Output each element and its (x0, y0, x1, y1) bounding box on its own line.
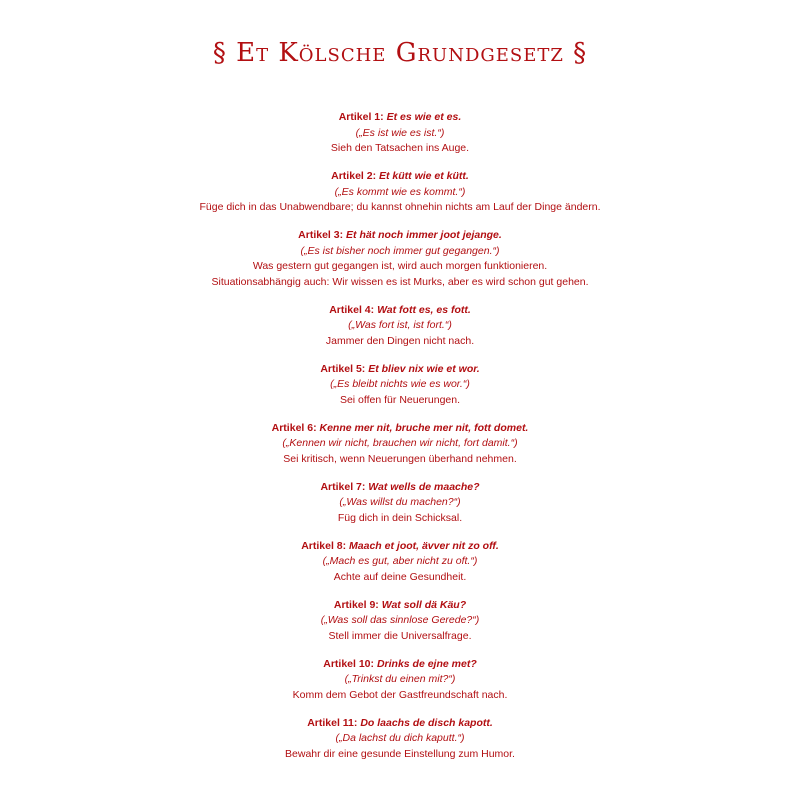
article-kolsch-saying: Wat wells de maache? (368, 480, 480, 493)
article-heading (0, 539, 800, 555)
article-meaning: Füg dich in dein Schicksal. (337, 511, 463, 524)
article-heading (0, 716, 800, 732)
article-meaning: Stell immer die Universalfrage. (328, 629, 472, 642)
article-translation: („Was fort ist, ist fort.“) (348, 319, 452, 331)
article-5 (0, 362, 800, 409)
article-meaning: Achte auf deine Gesundheit. (333, 570, 467, 583)
article-translation: („Mach es gut, aber nicht zu oft.“) (322, 555, 478, 567)
article-translation: („Trinkst du einen mit?“) (344, 673, 456, 685)
article-10 (0, 657, 800, 704)
article-list (0, 110, 800, 775)
article-kolsch-saying: Do laachs de disch kapott. (360, 716, 493, 729)
article-translation: („Es kommt wie es kommt.“) (334, 185, 466, 198)
article-7 (0, 480, 800, 527)
article-11 (0, 716, 800, 763)
article-4 (0, 303, 800, 350)
article-2 (0, 169, 800, 216)
article-translation: („Was willst du machen?“) (339, 496, 461, 508)
article-heading (0, 598, 800, 614)
article-kolsch-saying: Kenne mer nit, bruche mer nit, fott domet. (319, 421, 529, 434)
article-label: Artikel 9: (333, 598, 379, 611)
article-meaning: Sei offen für Neuerungen. (339, 393, 461, 406)
article-kolsch-saying: Drinks de ejne met? (376, 657, 477, 670)
article-label: Artikel 10: (323, 657, 375, 670)
article-heading (0, 657, 800, 673)
article-meaning: Sieh den Tatsachen ins Auge. (330, 142, 470, 154)
article-translation: („Da lachst du dich kaputt.“) (335, 732, 465, 744)
article-3 (0, 228, 800, 290)
article-kolsch-saying: Wat soll dä Käu? (381, 598, 467, 611)
article-label: Artikel 3: (298, 229, 344, 241)
article-translation: („Es ist bisher noch immer gut gegangen.“) (300, 244, 500, 257)
article-label: Artikel 2: (331, 170, 377, 182)
article-meaning: Jammer den Dingen nicht nach. (325, 334, 475, 347)
article-meaning: Komm dem Gebot der Gastfreundschaft nach. (292, 688, 508, 701)
article-heading (0, 421, 800, 437)
article-kolsch-saying: Maach et joot, ävver nit zo off. (349, 539, 499, 552)
article-heading (0, 169, 800, 185)
article-kolsch-saying: Wat fott es, es fott. (377, 303, 471, 316)
article-kolsch-saying: Et bliev nix wie et wor. (368, 362, 480, 375)
article-heading (0, 480, 800, 496)
article-label: Artikel 7: (320, 480, 366, 493)
article-9 (0, 598, 800, 645)
article-translation: („Kennen wir nicht, brauchen wir nicht, fort damit.“) (282, 437, 518, 449)
page-title: § Et Kölsche Grundgesetz § (212, 38, 588, 68)
article-kolsch-saying: Et kütt wie et kütt. (379, 170, 469, 182)
article-label: Artikel 1: (338, 111, 384, 123)
article-meaning: Was gestern gut gegangen ist, wird auch morgen funktionieren. (252, 260, 548, 272)
article-label: Artikel 8: (301, 539, 347, 552)
article-heading (0, 362, 800, 378)
article-meaning: Bewahr dir eine gesunde Einstellung zum Humor. (285, 747, 515, 760)
article-1 (0, 110, 800, 157)
article-label: Artikel 4: (329, 303, 375, 316)
article-heading (0, 110, 800, 126)
article-heading (0, 303, 800, 319)
article-meaning: Situationsabhängig auch: Wir wissen es ist Murks, aber es wird schon gut gehen. (211, 275, 589, 288)
article-meaning: Sei kritisch, wenn Neuerungen überhand nehmen. (283, 452, 517, 465)
article-heading (0, 228, 800, 244)
article-translation: („Es bleibt nichts wie es wor.“) (330, 378, 470, 390)
article-label: Artikel 5: (320, 362, 366, 375)
article-label: Artikel 6: (271, 421, 317, 434)
article-meaning: Füge dich in das Unabwendbare; du kannst ohnehin nichts am Lauf der Dinge ändern. (199, 201, 601, 213)
article-6 (0, 421, 800, 468)
article-8 (0, 539, 800, 586)
article-translation: („Es ist wie es ist.“) (355, 126, 445, 139)
article-label: Artikel 11: (307, 716, 358, 729)
article-translation: („Was soll das sinnlose Gerede?“) (320, 614, 480, 626)
article-kolsch-saying: Et hät noch immer joot jejange. (346, 229, 502, 241)
article-kolsch-saying: Et es wie et es. (386, 111, 462, 123)
